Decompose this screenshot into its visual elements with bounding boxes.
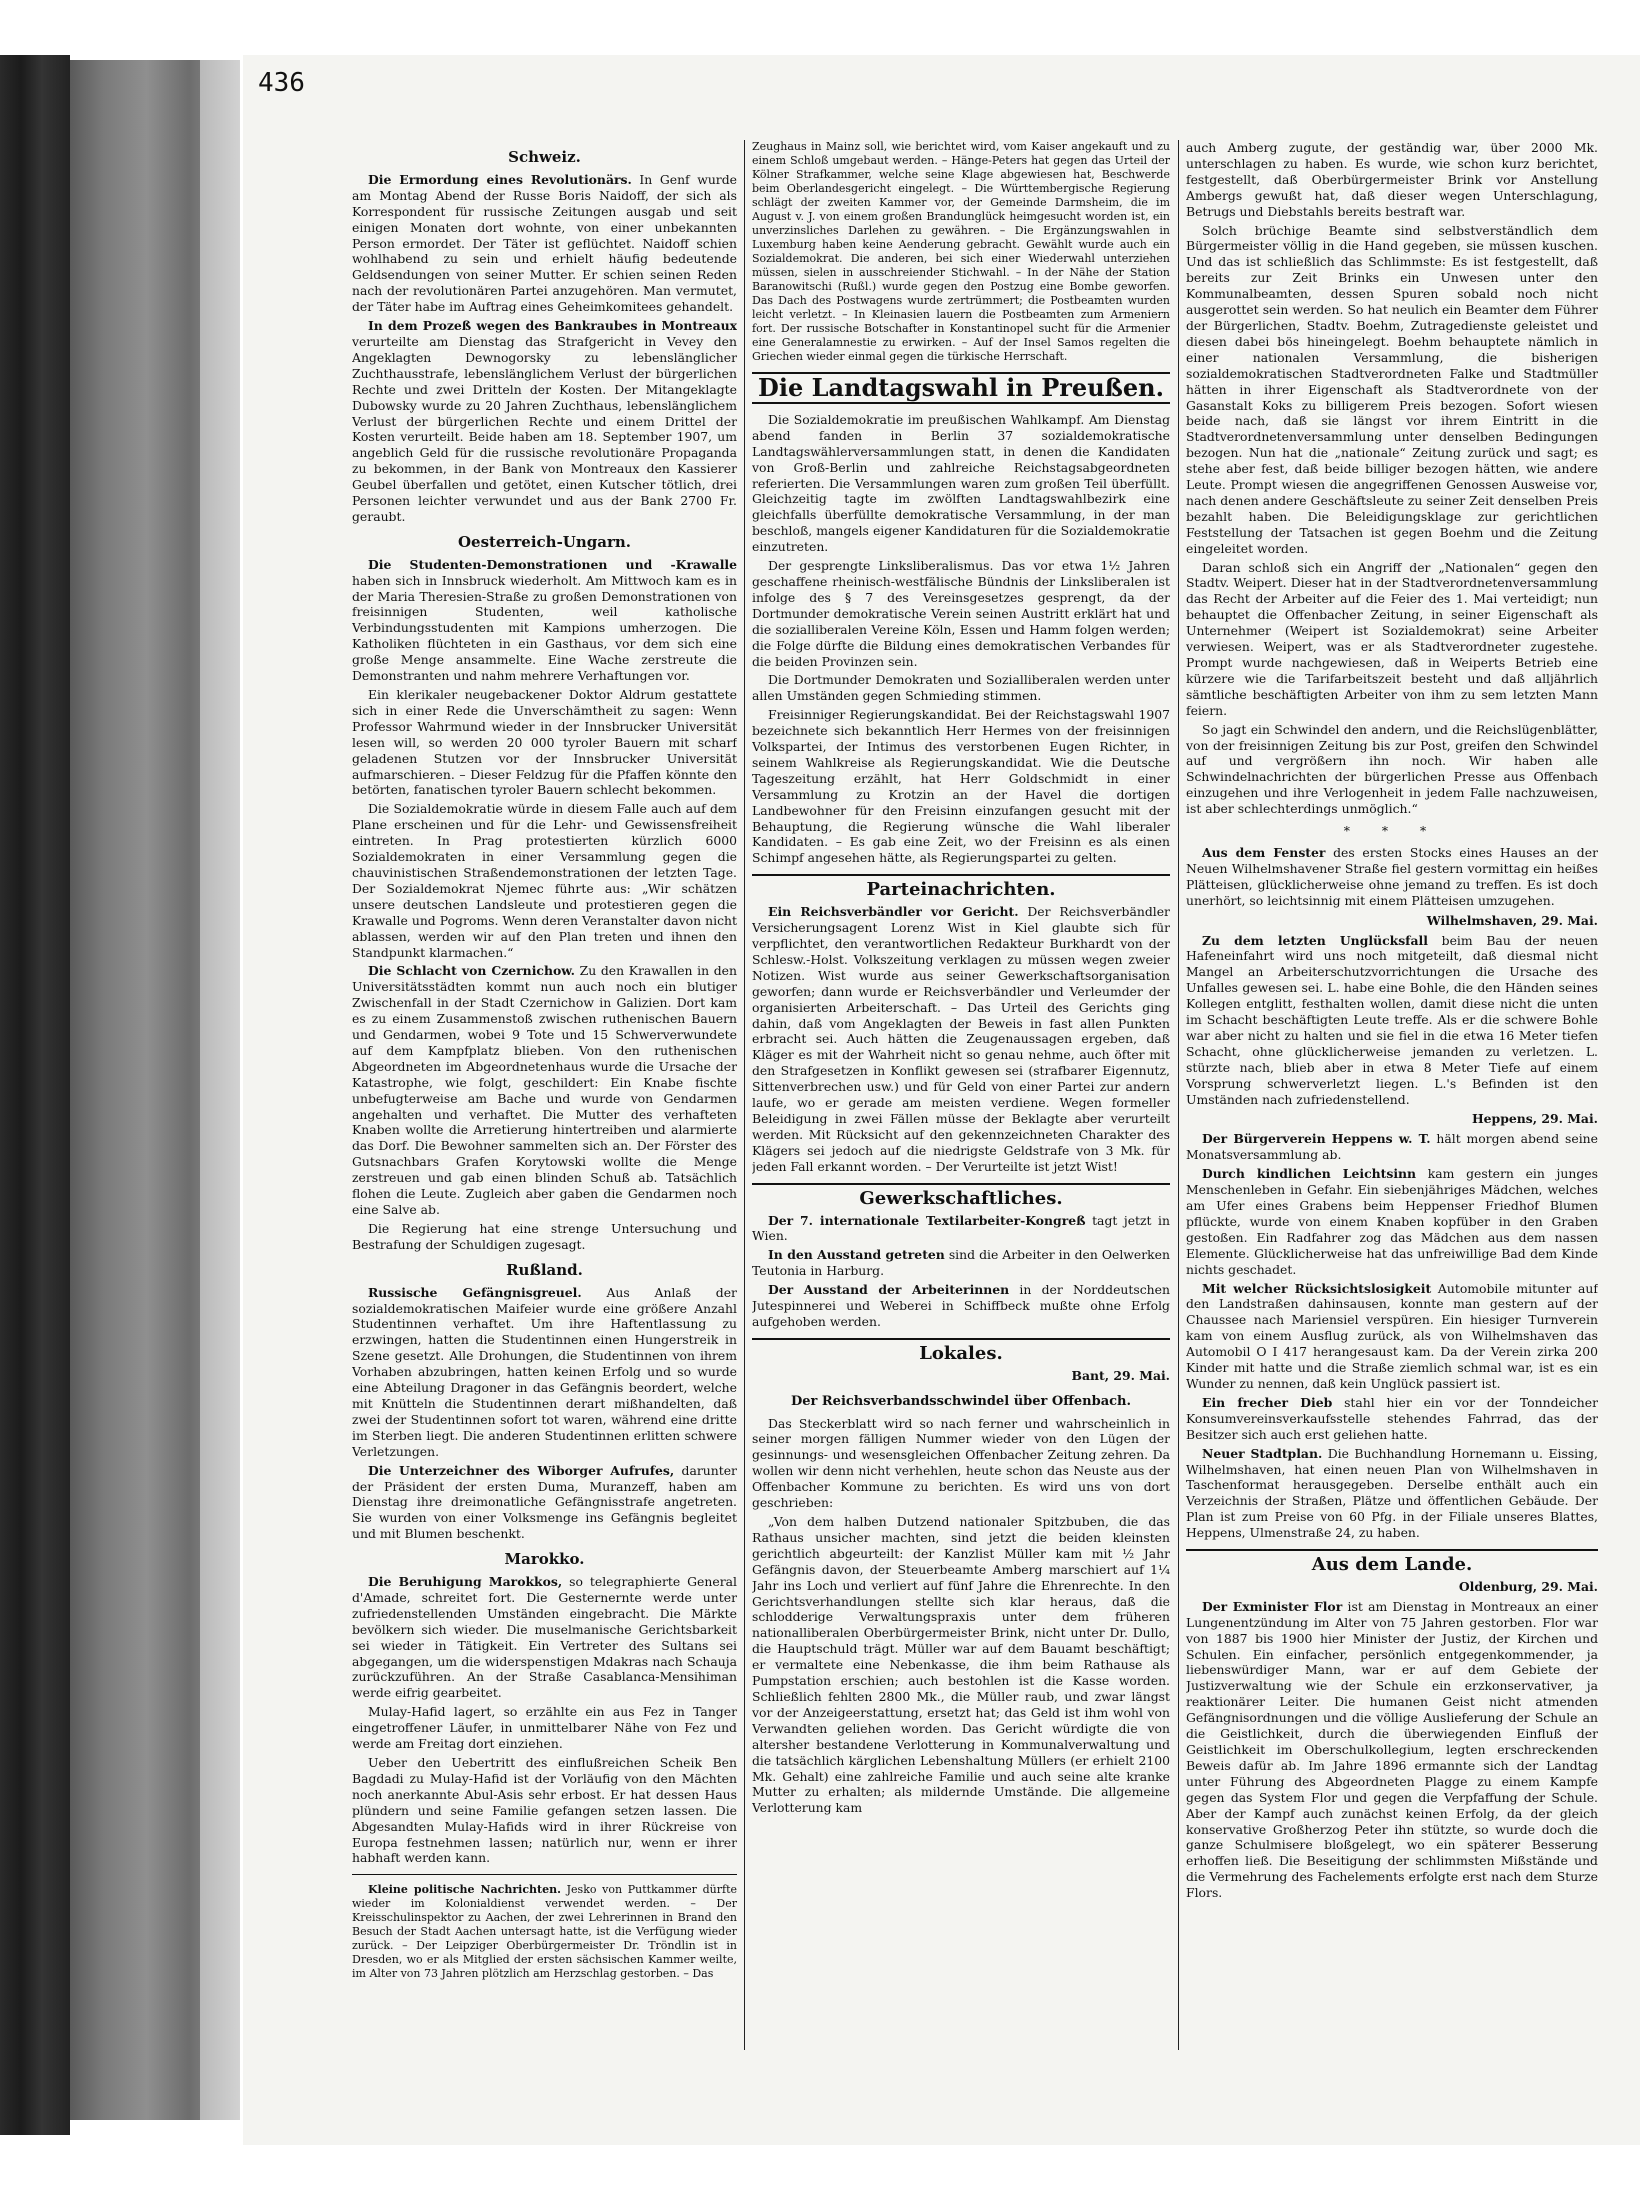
article-small: Zeughaus in Mainz soll, wie berichtet wird, vom Kaiser angekauft und zu einem Schloß umgebaut werden. – Hänge-Peters hat gegen das Urteil der Kölner Strafkammer, welche seine Klage abgewiesen hat, Beschwerde beim Oberlandesgericht eingelegt. – Die Württembergische Regierung schlägt der zweiten Kammer vor, der Gemeinde Darmsheim, die im August v. J. von einem großen Brandunglück heimgesucht worden ist, ein unverzinsliches Darlehen zu gewähren. – Die Ergänzungswahlen in Luxemburg haben keine Aenderung gebracht. Gewählt wurde auch ein Sozialdemokrat. Die anderen, bei sich einer Wiederwahl unterziehen müssen, sielen in ausschreiender Stichwahl. – In der Nähe der Station Baranowitschi (Rußl.) wurde gegen den Postzug eine Bombe geworfen. Das Dach des Postwagens wurde zertrümmert; die Postbeamten wurden leicht verletzt. – In Kleinasien lauern die Postbeamten zum Armeniern fort. Der russische Botschafter in Konstantinopel sucht für die Armenier eine Generalamnestie zu erwirken. – Auf der Insel Samos regelten die Griechen wieder einmal gegen die türkische Herrschaft. bbox=[752, 140, 1170, 363]
article: Daran schloß sich ein Angriff der „Nationalen“ gegen den Stadtv. Weipert. Dieser hat in der Stadtverordnetenversammlung das Recht der Arbeiter auf die Feier des 1. Mai verteidigt; nun behauptet die Offenbacher Zeitung, in seiner Eigenschaft als Unternehmer (Weipert ist Sozialdemokrat) seine Arbeiter verwiesen. Weipert, was er als Stadtverordneter zugestehe. Prompt wurde nachgewiesen, daß in Weiperts Betrieb eine kürzere wie die Tarifarbeitszeit besteht und daß alljährlich sämtliche beschäftigten Arbeiter von ihm zu sem letzten Mann feiern. bbox=[1186, 559, 1598, 718]
article: Ein Reichsverbändler vor Gericht. Der Reichsverbändler Versicherungsagent Lorenz Wist in Kiel glaubte sich für verpflichtet, den verantwortlichen Redakteur Burkhardt von der Schlesw.-Holst. Volkszeitung verklagen zu müssen wegen zweier Notizen. Wist wurde aus seiner Gewerkschaftsorganisation geworfen; dann wurde er Reichsverbändler und Verleumder der organisierten Arbeiterschaft. – Das Urteil des Gerichts ging dahin, daß vom Angeklagten der Beweis in fast allen Punkten erbracht sei. Auch hätten die Zeugenaussagen ergeben, daß Kläger es mit der Wahrheit nicht so genau nehme, auch öfter mit den Strafgesetzen in Konflikt gewesen sei (strafbarer Eigennutz, Sittenverbrechen usw.) und für Geld von einer Partei zur andern laufe, wo er gerade am meisten verdiene. Wegen formeller Beleidigung in zwei Fällen müsse der Beklagte aber verurteilt werden. Mit Rücksicht auf den gekennzeichneten Charakter des Klägers sei jedoch auf die niedrigste Geldstrafe von 3 Mk. für jeden Fall erkannt worden. – Der Verurteilte ist jetzt Wist! bbox=[752, 904, 1170, 1174]
column-rule-2 bbox=[1178, 140, 1179, 2050]
article: Die Studenten-Demonstrationen und -Krawalle haben sich in Innsbruck wiederholt. Am Mittwoch kam es in der Maria Theresien-Straße zu großen Demonstrationen von freisinnigen Studenten, weil katholische Verbindungsstudenten mit Kampions umherzogen. Die Katholiken flüchteten in ein Gasthaus, vor dem sich eine große Menge ansammelte. Eine Wache zerstreute die Demonstranten und nahm mehrere Verhaftungen vor. bbox=[352, 556, 737, 684]
section-title-marokko: Marokko. bbox=[504, 1550, 585, 1569]
article: Die Ermordung eines Revolutionärs. In Genf wurde am Montag Abend der Russe Boris Naidoff, der sich als Korrespondent für russische Zeitungen ausgab und seit einigen Monaten dort wohnte, von einer unbekannten Person ermordet. Der Täter ist geflüchtet. Naidoff schien wohlhabend zu sein und erhielt häufig bedeutende Geldsendungen von seiner Mutter. Er schien seinen Reden nach der revolutionären Partei anzugehören. Man vermutet, der Täter habe im Auftrag eines Geheimkomitees gehandelt. bbox=[352, 171, 737, 315]
page-number: 436 bbox=[258, 68, 305, 98]
article: Die Regierung hat eine strenge Untersuchung und Bestrafung der Schuldigen zugesagt. bbox=[352, 1220, 737, 1252]
book-binding bbox=[0, 55, 70, 2135]
article: Freisinniger Regierungskandidat. Bei der Reichstagswahl 1907 bezeichnete sich bekanntlich Herr Hermes von der freisinnigen Volkspartei, der Intimus des verstorbenen Eugen Richter, in seinem Wahlkreise als Regierungskandidat. Wie die Deutsche Tageszeitung erzählt, hat Herr Goldschmidt in einer Versammlung zu Krotzin an der Havel die dortigen Landbewohner für den Freisinn einzufangen gesucht mit der Behauptung, die Regierung wünsche die Wahl liberaler Kandidaten. – Es gab eine Zeit, wo der Freisinn es als einen Schimpf angesehen hätte, als Regierungspartei zu gelten. bbox=[752, 707, 1170, 866]
article-small: Kleine politische Nachrichten. Jesko von Puttkammer dürfte wieder im Kolonialdienst verwendet werden. – Der Kreisschulinspektor zu Aachen, der zwei Lehrerinnen in Brand den Besuch der Stadt Aachen untersagt hatte, ist die Verfügung wieder zurück. – Der Leipziger Oberbürgermeister Dr. Tröndlin ist in Dresden, wo er als Mitglied der ersten sächsischen Kammer weilte, im Alter von 73 Jahren plötzlich am Herzschlag gestorben. – Das bbox=[352, 1883, 737, 1981]
article: Der Ausstand der Arbeiterinnen in der Norddeutschen Jutespinnerei und Weberei in Schiffbeck mußte ohne Erfolg aufgehoben werden. bbox=[752, 1282, 1170, 1329]
dateline: Heppens, 29. Mai. bbox=[1471, 1111, 1598, 1127]
article: Die Sozialdemokratie im preußischen Wahlkampf. Am Dienstag abend fanden in Berlin 37 sozialdemokratische Landtagswählerversammlungen statt, in denen die Kandidaten von Groß-Berlin und zahlreiche Reichstagsabgeordneten referierten. Die Versammlungen waren zum großen Teil überfüllt. Gleichzeitig tagte im zwölften Landtagswahlbezirk eine gleichfalls überfüllte demokratische Versammlung, in der man beschloß, mangels eigener Kandidaturen für die Sozialdemokratie einzutreten. bbox=[752, 411, 1170, 555]
column-1 bbox=[352, 140, 737, 2050]
article: Durch kindlichen Leichtsinn kam gestern ein junges Menschenleben in Gefahr. Ein siebenjähriges Mädchen, welches am Ufer eines Grabens beim Heppenser Friedhof Blumen pflückte, wurde von einem Knaben kopfüber in den Graben gestoßen. Ein Radfahrer zog das Mädchen aus dem nassen Elemente. Glücklicherweise hat das unfreiwillige Bad dem Kinde nichts geschadet. bbox=[1186, 1166, 1598, 1277]
column-2 bbox=[752, 140, 1170, 2050]
section-title-schweiz: Schweiz. bbox=[508, 148, 581, 166]
article: Mit welcher Rücksichtslosigkeit Automobile mitunter auf den Landstraßen dahinsausen, konnte man gestern auf der Chaussee nach Mariensiel verspüren. Ein hiesiger Turnverein kam von einem Ausflug zurück, als von Wilhelmshaven das Automobil O I 417 herangesaust kam. Da der Verein zirka 200 Kinder mit hatte und die Straße ziemlich schmal war, ist es ein Wunder zu nennen, daß kein Unglück passiert ist. bbox=[1186, 1280, 1598, 1391]
article: Die Unterzeichner des Wiborger Aufrufes, darunter der Präsident der ersten Duma, Muranzeff, haben am Dienstag ihre dreimonatliche Gefängnisstrafe angetreten. Sie wurden von einer Volksmenge ins Gefängnis begleitet und mit Blumen beschenkt. bbox=[352, 1462, 737, 1542]
section-title-parteinachrichten: Parteinachrichten. bbox=[752, 874, 1170, 898]
article: Zu dem letzten Unglücksfall beim Bau der neuen Hafeneinfahrt wird uns noch mitgeteilt, daß diesmal nicht Mangel an Arbeiterschutzvorrichtungen die Ursache des Unfalles gewesen sei. L. habe eine Bohle, die den Händen seines Kollegen entglitt, festhalten wollen, damit diese nicht die unten im Schacht beschäftigten Leute treffe. Als er die schwere Bohle war aber nicht zu halten und sie fiel in die etwa 16 Meter tiefen Schacht, ohne glücklicherweise jemanden zu verletzen. L. stürzte nach, blieb aber in etwa 8 Meter Tiefe auf einem Vorsprung schwerverletzt liegen. L.'s Befinden ist den Umständen nach zufriedenstellend. bbox=[1186, 932, 1598, 1107]
column-3 bbox=[1186, 140, 1598, 2050]
article: Die Schlacht von Czernichow. Zu den Krawallen in den Universitätsstädten kommt nun auch noch ein blutiger Zwischenfall in der Stadt Czernichow in Galizien. Dort kam es zu einem Zusammenstoß zwischen ruthenischen Bauern und Gendarmen, wobei 9 Tote und 15 Schwerverwundete auf dem Kampfplatz blieben. Von den ruthenischen Abgeordneten im Abgeordnetenhaus wurde die Ursache der Katastrophe, wie folgt, geschildert: Ein Knabe fischte unbefugterweise am Bache und wurde von Gendarmen angehalten und verhaftet. Die Mutter des verhafteten Knaben wollte die Arretierung hintertreiben und alarmierte das Dorf. Die Bewohner sammelten sich an. Der Förster des Gutsnachbars Grafen Korytowski wollte die Menge zerstreuen und gab einen blinden Schuß ab. Tatsächlich flohen die Leute. Zugleich aber gaben die Gendarmen noch eine Salve ab. bbox=[352, 963, 737, 1217]
article: Solch brüchige Beamte sind selbstverständlich dem Bürgermeister völlig in die Hand gegeben, sie müssen kuschen. Und das ist schließlich das Schlimmste: Es ist festgestellt, daß bereits zur Zeit Brinks ein Unwesen unter den Kommunalbeamten, dessen Spuren sobald noch nicht ausgerottet sein werden. So hat neulich ein Beamter dem Führer der Bürgerlichen, Stadtv. Boehm, Zutragedienste geleistet und diesen dabei bös hineingelegt. Boehm behauptete nämlich in einer nationalen Versammlung, die bisherigen sozialdemokratischen Stadtverordneten Falke und Stadtmüller hätten in ihrer Eigenschaft als Stadtverordnete von der Gasanstalt Koks zu billigerem Preis bezogen. Sofort wiesen beide nach, daß sie längst vor ihrem Eintritt in die Stadtverordnetenversammlung unter denselben Bedingungen bezogen. Nun hat die „nationale“ Zeitung zurück und sagt; es stehe aber fest, daß beide billiger bezogen hätten, wie andere Leute. Prompt wiesen die angegriffenen Genossen Ausweise vor, nach denen andere Geschäftsleute zu seiner Zeit denselben Preis bezahlt haben. Die Beleidigungsklage zur gerichtlichen Feststellung der Tatsachen ist gegen Boehm und die Zeitung eingeleitet worden. bbox=[1186, 222, 1598, 556]
article: Der Exminister Flor ist am Dienstag in Montreaux an einer Lungenentzündung im Alter von 75 Jahren gestorben. Flor war von 1887 bis 1900 hier Minister der Justiz, der Kirchen und Schulen. Ein einfacher, persönlich entgegenkommender, ja liebenswürdiger Mann, war er auf dem Gebiete der Justizverwaltung wie der Schule ein erzkonservativer, ja reaktionärer Leiter. Die humanen Geist nicht atmenden Gefängnisordnungen und die völlige Auslieferung der Schule an die Geistlichkeit, durch die überwiegenden Einfluß der Geistlichkeit im Oberschulkollegium, legten erschreckenden Beweis dafür ab. Im Jahre 1896 ermannte sich der Landtag unter Führung des Abgeordneten Plagge zu einem Kampfe gegen das System Flor und gegen die Verpfaffung der Schule. Aber der Kampf auch zunächst keinen Erfolg, da der gleich konservative Großherzog Peter ihn stützte, so wurde doch die ganze Schulmisere bloßgelegt, wo ein späterer Besserung erhoffen ließ. Die Beseitigung der schlimmsten Mißstände und die Vermehrung des Fachelements erfolgte erst nach dem Sturze Flors. bbox=[1186, 1598, 1598, 1901]
section-title-russland: Rußland. bbox=[506, 1260, 583, 1279]
article: Der gesprengte Linksliberalismus. Das vor etwa 1½ Jahren geschaffene rheinisch-westfälische Bündnis der Linksliberalen ist infolge des § 7 des Vereinsgesetzes gesprengt, da der Dortmunder demokratische Verein seinen Austritt erklärt hat und die sozialliberalen Vereine Köln, Essen und Hamm folgen werden; die Folge dürfte die Bildung eines demokratischen Verbandes für die beiden Provinzen sein. bbox=[752, 558, 1170, 669]
article-headline: Der Reichsverbandsschwindel über Offenbach. bbox=[790, 1393, 1132, 1409]
article: Ein klerikaler neugebackener Doktor Aldrum gestattete sich in einer Rede die Unverschämtheit zu sagen: Wenn Professor Wahrmund wieder in der Innsbrucker Universität lesen will, so werden 20 000 tyroler Bauern mit scharf geladenen Stutzen vor der Innsbrucker Universität aufmarschieren. – Dieser Feldzug für die Pfaffen könnte den betörten, fanatischen tyroler Bauern schlecht bekommen. bbox=[352, 687, 737, 798]
article: Aus dem Fenster des ersten Stocks eines Hauses an der Neuen Wilhelmshavener Straße fiel gestern vormittag ein heißes Plätteisen, glücklicherweise ohne jemand zu treffen. Es ist doch unerhört, so leichtsinnig mit einem Plätteisen umzugehen. bbox=[1186, 844, 1598, 908]
article: auch Amberg zugute, der geständig war, über 2000 Mk. unterschlagen zu haben. Es wurde, wie schon kurz berichtet, festgestellt, daß Oberbürgermeister Brink vor Anstellung Ambergs gewußt hat, daß dieser wegen Unterschlagung, Betrugs und Diebstahls bereits bestraft war. bbox=[1186, 140, 1598, 219]
article: Ein frecher Dieb stahl hier ein vor der Tonndeicher Konsumvereinsverkaufsstelle stehendes Fahrrad, das der Besitzer sich auch erst geliehen hatte. bbox=[1186, 1394, 1598, 1442]
article: Die Dortmunder Demokraten und Sozialliberalen werden unter allen Umständen gegen Schmieding stimmen. bbox=[752, 672, 1170, 704]
article: Der Bürgerverein Heppens w. T. hält morgen abend seine Monatsversammlung ab. bbox=[1186, 1131, 1598, 1163]
spine-edge bbox=[200, 60, 240, 2120]
article: Der 7. internationale Textilarbeiter-Kongreß tagt jetzt in Wien. bbox=[752, 1212, 1170, 1244]
dateline: Wilhelmshaven, 29. Mai. bbox=[1426, 912, 1598, 928]
section-title-lokales: Lokales. bbox=[752, 1338, 1170, 1362]
column-rule-1 bbox=[744, 140, 745, 2050]
article: So jagt ein Schwindel den andern, und die Reichslügenblätter, von der freisinnigen Zeitung bis zur Post, greifen den Schwindel auf und vergrößern ihn noch. Wir haben alle Schwindelnachrichten der bürgerlichen Presse aus Offenbach einzugehen und ihre Verlogenheit in jedem Falle nachzuweisen, ist aber schlechterdings unmöglich.“ bbox=[1186, 721, 1598, 817]
article: Neuer Stadtplan. Die Buchhandlung Hornemann u. Eissing, Wilhelmshaven, hat einen neuen Plan von Wilhelmshaven in Taschenformat herausgegeben. Derselbe enthält auch ein Verzeichnis der Straßen, Plätze und öffentlichen Gebäude. Der Plan ist zum Preise von 60 Pfg. in der Filiale unseres Blattes, Heppens, Ulmenstraße 24, zu haben. bbox=[1186, 1445, 1598, 1541]
article: Die Beruhigung Marokkos, so telegraphierte General d'Amade, schreitet fort. Die Gesternernte werde unter zufriedenstellenden Umständen eingebracht. Die Märkte bevölkern sich wieder. Die muselmanische Gerichtsbarkeit sei wieder in Tätigkeit. Ein Vertreter des Sultans sei abgegangen, um die widerspenstigen Mdakras nach Schauja zurückzuführen. An der Straße Casablanca-Mensihiman werde eifrig gearbeitet. bbox=[352, 1574, 737, 1701]
article: In den Ausstand getreten sind die Arbeiter in den Oelwerken Teutonia in Harburg. bbox=[752, 1247, 1170, 1279]
section-title-aus-dem-lande: Aus dem Lande. bbox=[1186, 1549, 1598, 1573]
article: Ueber den Uebertritt des einflußreichen Scheik Ben Bagdadi zu Mulay-Hafid ist der Vorläufig von den Mächten noch anerkannte Abul-Asis sehr erbost. Er hat dessen Haus plündern und seine Familie gefangen setzen lassen. Die Abgesandten Mulay-Hafids wird in ihrer Rückreise von Europa festnehmen lassen; natürlich nur, wenn er ihrer habhaft werden kann. bbox=[352, 1755, 737, 1866]
dateline: Bant, 29. Mai. bbox=[1071, 1367, 1170, 1383]
article: Das Steckerblatt wird so nach ferner und wahrscheinlich in seiner morgen fälligen Nummer wieder von den Lügen der gesinnungs- und wesensgleichen Offenbacher Zeitung zehren. Da wollen wir denn nicht verhehlen, heute schon das Neuste aus der Offenbacher Kommune zu berichten. Es wird uns von dort geschrieben: bbox=[752, 1415, 1170, 1511]
section-title-gewerkschaftliches: Gewerkschaftliches. bbox=[752, 1183, 1170, 1207]
divider bbox=[352, 1874, 737, 1875]
article: In dem Prozeß wegen des Bankraubes in Montreaux verurteilte am Dienstag das Strafgericht in Vevey den Angeklagten Dewnogorsky zu lebenslänglicher Zuchthausstrafe, lebenslänglichem Verlust der bürgerlichen Rechte und zwei Dritteln der Kosten. Der Mitangeklagte Dubowsky wurde zu 20 Jahren Zuchthaus, lebenslänglichem Verlust der bürgerlichen Rechte und einem Drittel der Kosten verurteilt. Beide haben am 18. September 1907, um angeblich Geld für die russische revolutionäre Propaganda zu bekommen, in der Bank von Montreaux den Kassierer Geubel überfallen und getötet, einen Kutscher tötlich, drei Personen leichter verwundet und aus der Bank 2700 Fr. geraubt. bbox=[352, 318, 737, 524]
separator-stars: * * * bbox=[1343, 823, 1441, 839]
article: „Von dem halben Dutzend nationaler Spitzbuben, die das Rathaus unsicher machten, sind jetzt die beiden kleinsten gerichtlich abgeurteilt: der Kanzlist Müller kam mit ½ Jahr Gefängnis davon, der Steuerbeamte Amberg marschiert auf 1¼ Jahr ins Loch und verliert auf fünf Jahre die Ehrenrechte. In den Gerichtsverhandlungen stellte sich klar heraus, daß die schlodderige Verwaltungspraxis unter dem früheren nationalliberalen Oberbürgermeister Brink, nicht unter Dr. Dullo, die Hauptschuld trägt. Müller war auf dem Bauamt beschäftigt; er vermaltete eine Nebenkasse, die ihm beim Rathause als Pumpstation erschien; auch bestohlen ist die Kasse worden. Schließlich fehlten 2800 Mk., die Müller raub, und zwar längst vor der Anzeigeerstattung, ersetzt hat; das Geld ist ihm wohl von Verwandten geliehen worden. Das Gericht würdigte die von altersher bestandene Verlotterung in Kommunalverwaltung und die tatsächlich kärglichen Lebenshaltung Müllers (er erhielt 2100 Mk. Gehalt) eine zahlreiche Familie und auch seine alte kranke Mutter zu erhalten; als mildernde Umstände. Die allgemeine Verlotterung kam bbox=[752, 1514, 1170, 1816]
section-title-landtagswahl: Die Landtagswahl in Preußen. bbox=[752, 372, 1170, 404]
dateline: Oldenburg, 29. Mai. bbox=[1458, 1578, 1598, 1594]
article: Russische Gefängnisgreuel. Aus Anlaß der sozialdemokratischen Maifeier wurde eine größere Anzahl Studentinnen verhaftet. Um ihre Haftentlassung zu erzwingen, hatten die Studentinnen einen Hungerstreik in Szene gesetzt. Alle Drohungen, die Studentinnen von ihrem Vorhaben abzubringen, hatten keinen Erfolg und so wurde eine Abteilung Dragoner in das Gefängnis beordert, welche mit Knütteln die Studentinnen derart mißhandelten, daß zwei der Studentinnen sofort tot waren, während eine dritte im Sterben liegt. Die anderen Studentinnen erlitten schwere Verletzungen. bbox=[352, 1284, 737, 1459]
article: Die Sozialdemokratie würde in diesem Falle auch auf dem Plane erscheinen und für die Lehr- und Gewissensfreiheit eintreten. In Prag protestierten kürzlich 6000 Sozialdemokraten in einer Versammlung gegen die chauvinistischen Straßendemonstrationen der letzten Tage. Der Sozialdemokrat Njemec führte aus: „Wir schätzen unsere deutschen Landsleute und protestieren gegen die Krawalle und Pogroms. Wenn deren Veranstalter davon nicht ablassen, werden wir auf den Plan treten und ihnen den Standpunkt klarmachen.“ bbox=[352, 801, 737, 960]
article: Mulay-Hafid lagert, so erzählte ein aus Fez in Tanger eingetroffener Läufer, in unmittelbarer Nähe von Fez und werde am Freitag dort einziehen. bbox=[352, 1704, 737, 1752]
section-title-oesterreich: Oesterreich-Ungarn. bbox=[457, 532, 632, 551]
